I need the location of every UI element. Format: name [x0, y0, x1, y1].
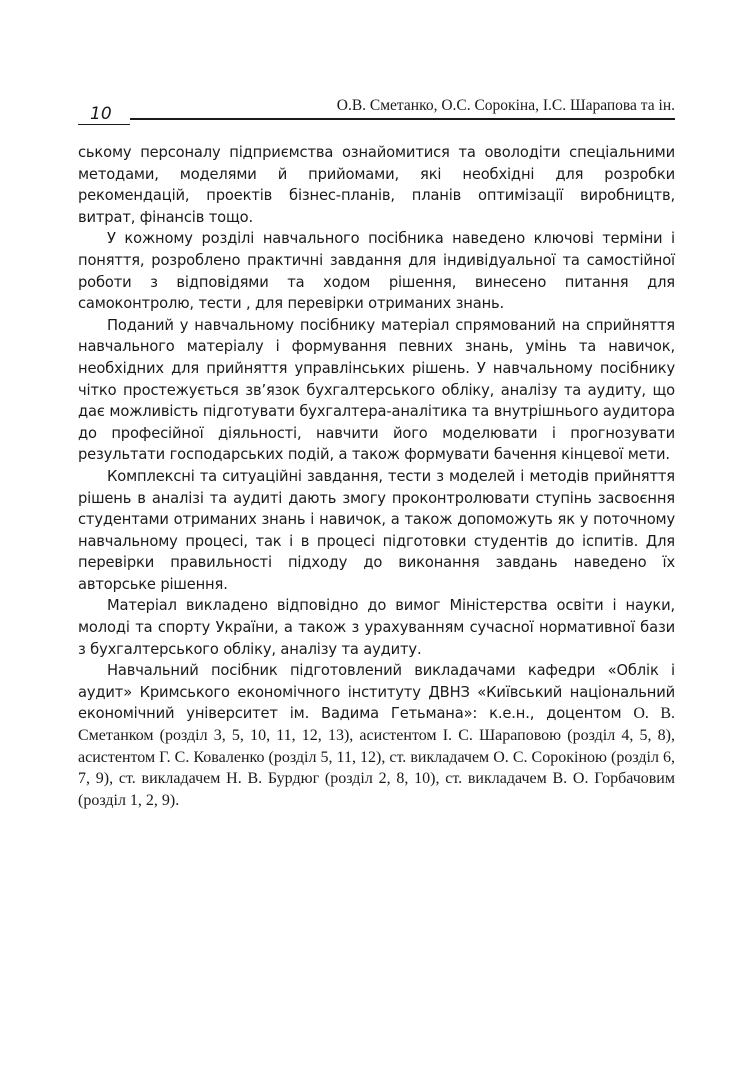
- header-rule: [130, 118, 675, 120]
- running-head: О.В. Сметанко, О.С. Сорокіна, І.С. Шарапова та ін.: [336, 97, 675, 114]
- paragraph-compliance: Матеріал викладено відповідно до вимог Міністерства освіти і науки, молоді та спорту України, а також з урахуванням сучасної нормативної бази з бухгалтерського обліку, аналізу та аудиту.: [78, 597, 675, 658]
- page-body: [78, 142, 675, 811]
- authors-intro: Навчальний посібник підготовлений викладачами кафедри «Облік і аудит» Кримського економічного інституту ДВНЗ «Київський національний економічний університет ім. Вадима Гетьмана»: к.е.н., доцентом: [78, 662, 675, 723]
- page-number-underline: [78, 124, 130, 125]
- paragraph-purpose: Поданий у навчальному посібнику матеріал спрямований на сприйняття навчального матеріалу і формування певних знань, умінь та навичок, необхідних для прийняття управлінських рішень. У навчальному посібнику чітко простежується зв’язок бухгалтерського обліку, аналізу та аудиту, що дає можливість підготувати бухгалтера-аналітика та внутрішнього аудитора до професійної діяльності, навчити його моделювати і прогнозувати результати господарських подій, а також формувати бачення кінцевої мети.: [78, 316, 675, 464]
- paragraph-structure: У кожному розділі навчального посібника наведено ключові терміни і поняття, розроблено практичні завдання для індивідуальної та самостійної роботи з відповідями та ходом рішення, винесено питання для самоконтролю, тести , для перевірки отриманих знань.: [78, 230, 675, 313]
- authors-list: О. В. Сметанком (розділ 3, 5, 10, 11, 12, 13), асистентом І. С. Шараповою (розділ 4, 5, 8), асистентом Г. С. Коваленко (розділ 5, 11, 12), ст. викладачем О. С. Сорокіною (розділ 6, 7, 9), ст. викладачем Н. В. Бурдюг (розділ 2, 8, 10), ст. викладачем В. О. Горбачовим (розділ 1, 2, 9).: [78, 705, 675, 809]
- paragraph-continuation: ському персоналу підприємства ознайомитися та оволодіти спеціальними методами, моделями й прийомами, які необхідні для розробки рекомендацій, проектів бізнес-планів, планів оптимізації виробництв, витрат, фінансів тощо.: [78, 144, 675, 226]
- paragraph-tasks: Комплексні та ситуаційні завдання, тести з моделей і методів прийняття рішень в аналізі та аудиті дають змогу проконтролювати ступінь засвоєння студентами отриманих знань і навичок, а також допоможуть як у поточному навчальному процесі, так і в процесі підготовки студентів до іспитів. Для перевірки правильності підходу до виконання завдань наведено їх авторське рішення.: [78, 467, 675, 593]
- page-header: [78, 96, 675, 126]
- page-number: 10: [90, 104, 112, 124]
- paragraph-authors: [78, 660, 675, 811]
